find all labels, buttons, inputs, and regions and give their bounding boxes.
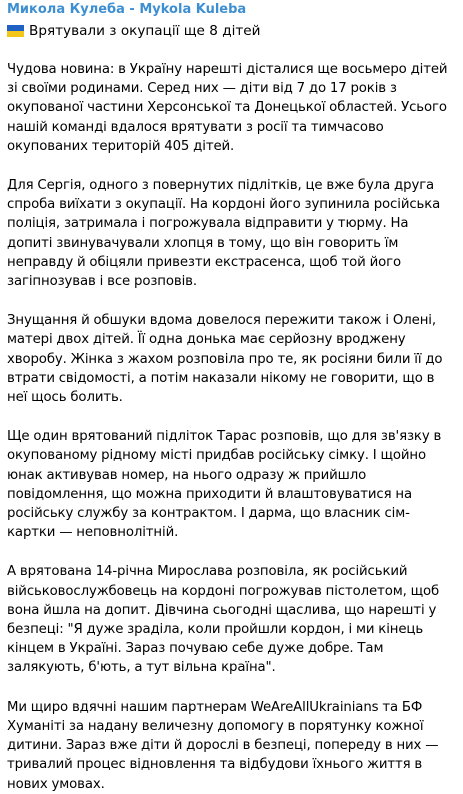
reply-preview[interactable] bbox=[7, 20, 453, 42]
post-paragraph: Для Сергія, одного з повернутих підлітків, це вже була друга спроба виїхати з окупації. На кордоні його зупинила російська поліція, затримала і погрожувала відправити у тюрму. На допиті звинувачували хлопця в тому, що він говорить їм неправду й обіцяли привезти екстрасенса, щоб той його загіпнозував і все розповів. bbox=[7, 178, 441, 290]
post-paragraph: А врятована 14-річна Мирослава розповіла, як російський військовослужбовець на кордоні погрожував пістолетом, щоб вона йшла на допит. Дівчина сьогодні щаслива, що нарешті у безпеці: "Я дуже зраділа, коли пройшли кордон, і ми кінець кінцем в Україні. Зараз почуваю себе дуже добре. Там залякують, б'ють, а тут вільна країна". bbox=[7, 564, 440, 676]
post-paragraph: Чудова новина: в Україну нарешті дісталися ще восьмеро дітей зі своїми родинами. Серед них — діти від 7 до 17 років з окупованої частини Херсонської та Донецької областей. Усього нашій команді вдалося врятувати з росії та тимчасово окупованих територій 405 дітей. bbox=[7, 62, 448, 154]
author-name[interactable]: Микола Кулеба - Mykola Kuleba bbox=[7, 2, 247, 17]
reply-text: Врятували з окупації ще 8 дітей bbox=[29, 23, 261, 39]
post-body bbox=[7, 60, 453, 794]
post-paragraph: Ми щиро вдячні нашим партнерам WeAreAllUkrainians та БФ Хуманіті за надану величезну допомогу в порятунку кожної дитини. Зараз вже діти й дорослі в безпеці, попереду в них — тривалий процес відновлення та відбудови їхнього життя в нових умовах. bbox=[7, 699, 439, 792]
post-paragraph: Знущання й обшуки вдома довелося пережити також і Олені, матері двох дітей. Її одна донька має серйозну вроджену хворобу. Жінка з жахом розповіла про те, як росіяни били її до втрати свідомості, а потім наказали нікому не говорити, що в неї щось болить. bbox=[7, 313, 443, 406]
ukraine-flag-icon bbox=[7, 25, 24, 37]
post-paragraph: Ще один врятований підліток Тарас розповів, що для зв'язку в окупованому рідному місті придбав російську сімку. І щойно юнак активував номер, на нього одразу ж прийшло повідомлення, що можна приходити й влаштовуватися на російську службу за контрактом. І дарма, що власник сім-картки — неповнолітній. bbox=[7, 429, 442, 541]
